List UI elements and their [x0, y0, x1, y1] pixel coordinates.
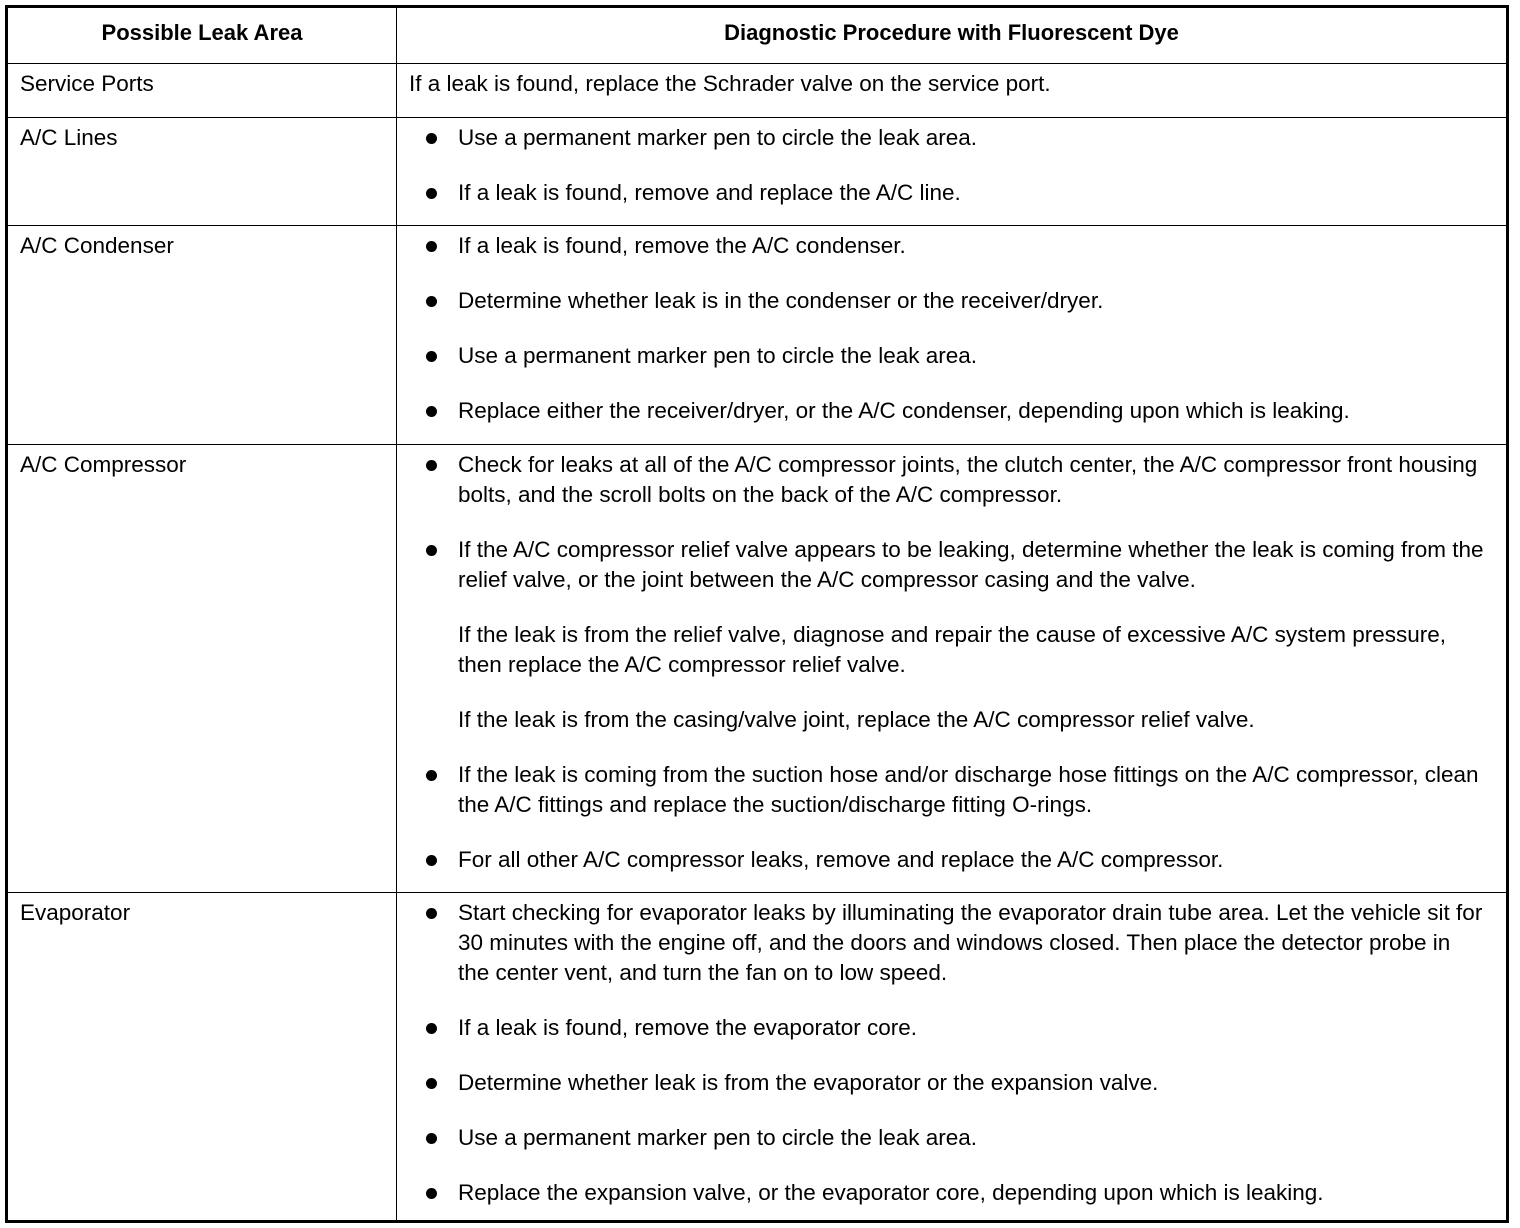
procedure-cell [397, 226, 1508, 445]
list-subparagraph: If the leak is from the casing/valve joint, replace the A/C compressor relief valve. [458, 707, 1255, 732]
list-item: Replace either the receiver/dryer, or the A/C condenser, depending upon which is leaking. [409, 396, 1486, 426]
table-row-ac-lines [7, 118, 1508, 226]
list-item: For all other A/C compressor leaks, remove and replace the A/C compressor. [409, 845, 1486, 875]
list-item: Use a permanent marker pen to circle the leak area. [409, 123, 1486, 153]
table-row-ac-compressor [7, 445, 1508, 893]
leak-area-cell: Service Ports [7, 64, 397, 118]
procedure-cell: If a leak is found, replace the Schrader valve on the service port. [397, 64, 1508, 118]
list-item: Check for leaks at all of the A/C compressor joints, the clutch center, the A/C compressor front housing bolts, and the scroll bolts on the back of the A/C compressor. [409, 450, 1486, 510]
list-item: If the A/C compressor relief valve appears to be leaking, determine whether the leak is coming from the relief valve, or the joint between the A/C compressor casing and the valve. [409, 535, 1486, 595]
procedure-list [409, 123, 1486, 208]
leak-area-cell: A/C Condenser [7, 226, 397, 445]
list-item: If a leak is found, remove the A/C condenser. [409, 231, 1486, 261]
list-item: Replace the expansion valve, or the evaporator core, depending upon which is leaking. [409, 1178, 1486, 1208]
header-row [7, 7, 1508, 64]
leak-area-cell: A/C Lines [7, 118, 397, 226]
list-item: If a leak is found, remove and replace the A/C line. [409, 178, 1486, 208]
table-row-ac-condenser [7, 226, 1508, 445]
header-diagnostic-procedure: Diagnostic Procedure with Fluorescent Dye [397, 7, 1508, 64]
leak-area-cell: A/C Compressor [7, 445, 397, 893]
procedure-list [409, 450, 1486, 875]
procedure-cell [397, 118, 1508, 226]
leak-area-cell: Evaporator [7, 893, 397, 1222]
procedure-list [409, 898, 1486, 1208]
header-possible-leak-area: Possible Leak Area [7, 7, 397, 64]
table-row-evaporator [7, 893, 1508, 1222]
list-item: If the leak is coming from the suction hose and/or discharge hose fittings on the A/C compressor, clean the A/C fittings and replace the suction/discharge fitting O-rings. [409, 760, 1486, 820]
list-item: Use a permanent marker pen to circle the leak area. [409, 341, 1486, 371]
list-item: Determine whether leak is in the condenser or the receiver/dryer. [409, 286, 1486, 316]
list-item: Determine whether leak is from the evaporator or the expansion valve. [409, 1068, 1486, 1098]
list-item: If a leak is found, remove the evaporator core. [409, 1013, 1486, 1043]
procedure-cell [397, 893, 1508, 1222]
list-subparagraph: If the leak is from the relief valve, diagnose and repair the cause of excessive A/C system pressure, then replace the A/C compressor relief valve. [458, 622, 1446, 677]
procedure-list [409, 231, 1486, 426]
procedure-cell [397, 445, 1508, 893]
table-row-service-ports [7, 64, 1508, 118]
list-item: Start checking for evaporator leaks by illuminating the evaporator drain tube area. Let the vehicle sit for 30 minutes with the engine off, and the doors and windows closed. Then place the detector probe in the center vent, and turn the fan on to low speed. [409, 898, 1486, 988]
list-item: Use a permanent marker pen to circle the leak area. [409, 1123, 1486, 1153]
leak-diagnosis-table [5, 5, 1509, 1223]
